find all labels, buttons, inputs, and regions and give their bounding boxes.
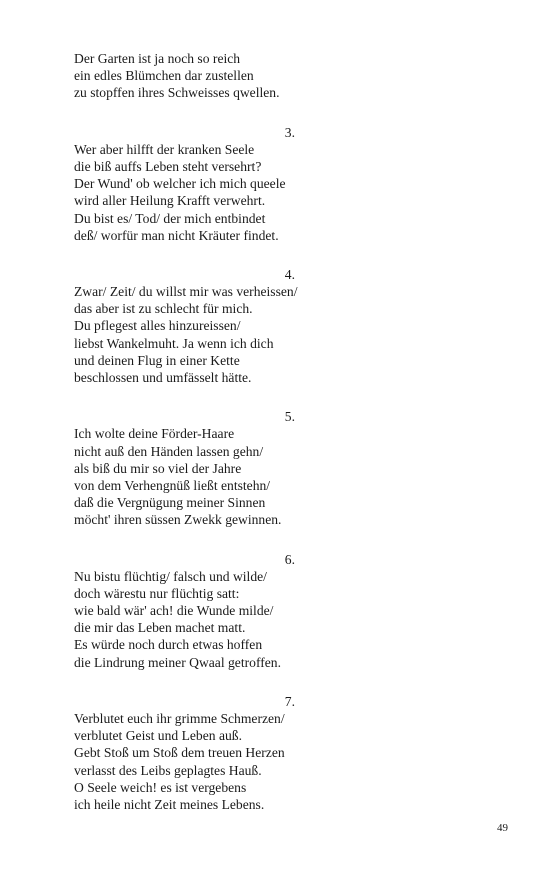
- poem-line: Zwar/ Zeit/ du willst mir was verheissen/: [74, 284, 298, 300]
- poem-line: als biß du mir so viel der Jahre: [74, 460, 242, 476]
- stanza-6: [74, 551, 374, 671]
- poem-line: wie bald wär' ach! die Wunde milde/: [74, 603, 274, 619]
- poem-line: Ich wolte deine Förder-Haare: [74, 426, 235, 442]
- poem-line: Gebt Stoß um Stoß dem treuen Herzen: [74, 745, 285, 761]
- poem-line: verlasst des Leibs geplagtes Hauß.: [74, 762, 262, 778]
- stanza-number: 4.: [284, 266, 295, 282]
- poem-line: Du pflegest alles hinzureissen/: [74, 318, 241, 334]
- poem-line: Du bist es/ Tod/ der mich entbindet: [74, 210, 266, 226]
- poem-line: nicht auß den Händen lassen gehn/: [74, 443, 264, 459]
- poem-line: ich heile nicht Zeit meines Lebens.: [74, 796, 265, 812]
- stanza-4: [74, 266, 374, 386]
- poem-line: die biß auffs Leben steht versehrt?: [74, 158, 262, 174]
- poem-line: und deinen Flug in einer Kette: [74, 352, 240, 368]
- poem-line: die mir das Leben machet matt.: [74, 620, 246, 636]
- stanza-5: [74, 408, 374, 528]
- poem-line: deß/ worfür man nicht Kräuter findet.: [74, 227, 279, 243]
- poem-line: daß die Vergnügung meiner Sinnen: [74, 495, 266, 511]
- stanza-number: 5.: [284, 409, 295, 425]
- poem-line: liebst Wankelmuht. Ja wenn ich dich: [74, 335, 274, 351]
- poem-line: Wer aber hilfft der kranken Seele: [74, 141, 255, 157]
- stanza-2-continued: [74, 50, 374, 102]
- poem-line: Der Garten ist ja noch so reich: [74, 51, 241, 66]
- poem-line: zu stopffen ihres Schweisses qwellen.: [74, 85, 280, 101]
- poem-line: O Seele weich! es ist vergebens: [74, 779, 247, 795]
- stanza-number: 3.: [284, 124, 295, 140]
- poem-line: Nu bistu flüchtig/ falsch und wilde/: [74, 568, 267, 584]
- poem-line: möcht' ihren süssen Zwekk gewinnen.: [74, 512, 282, 528]
- poem-line: doch wärestu nur flüchtig satt:: [74, 585, 240, 601]
- poem-line: Verblutet euch ihr grimme Schmerzen/: [74, 711, 285, 726]
- poem-line: das aber ist zu schlecht für mich.: [74, 301, 253, 317]
- page-number: 49: [497, 822, 508, 834]
- poem-line: ein edles Blümchen dar zustellen: [74, 68, 254, 84]
- stanza-number: 6.: [284, 551, 295, 567]
- stanza-7: [74, 693, 374, 813]
- stanza-number: 7.: [284, 693, 295, 709]
- poem-line: von dem Verhengnüß ließt entstehn/: [74, 477, 271, 493]
- poem-line: beschlossen und umfässelt hätte.: [74, 370, 252, 385]
- poem: [74, 50, 374, 835]
- poem-line: verblutet Geist und Leben auß.: [74, 728, 242, 744]
- poem-line: Es würde noch durch etwas hoffen: [74, 637, 263, 653]
- stanza-3: [74, 124, 374, 244]
- poem-line: die Lindrung meiner Qwaal getroffen.: [74, 654, 281, 670]
- poem-line: Der Wund' ob welcher ich mich queele: [74, 176, 286, 192]
- poem-line: wird aller Heilung Krafft verwehrt.: [74, 193, 266, 209]
